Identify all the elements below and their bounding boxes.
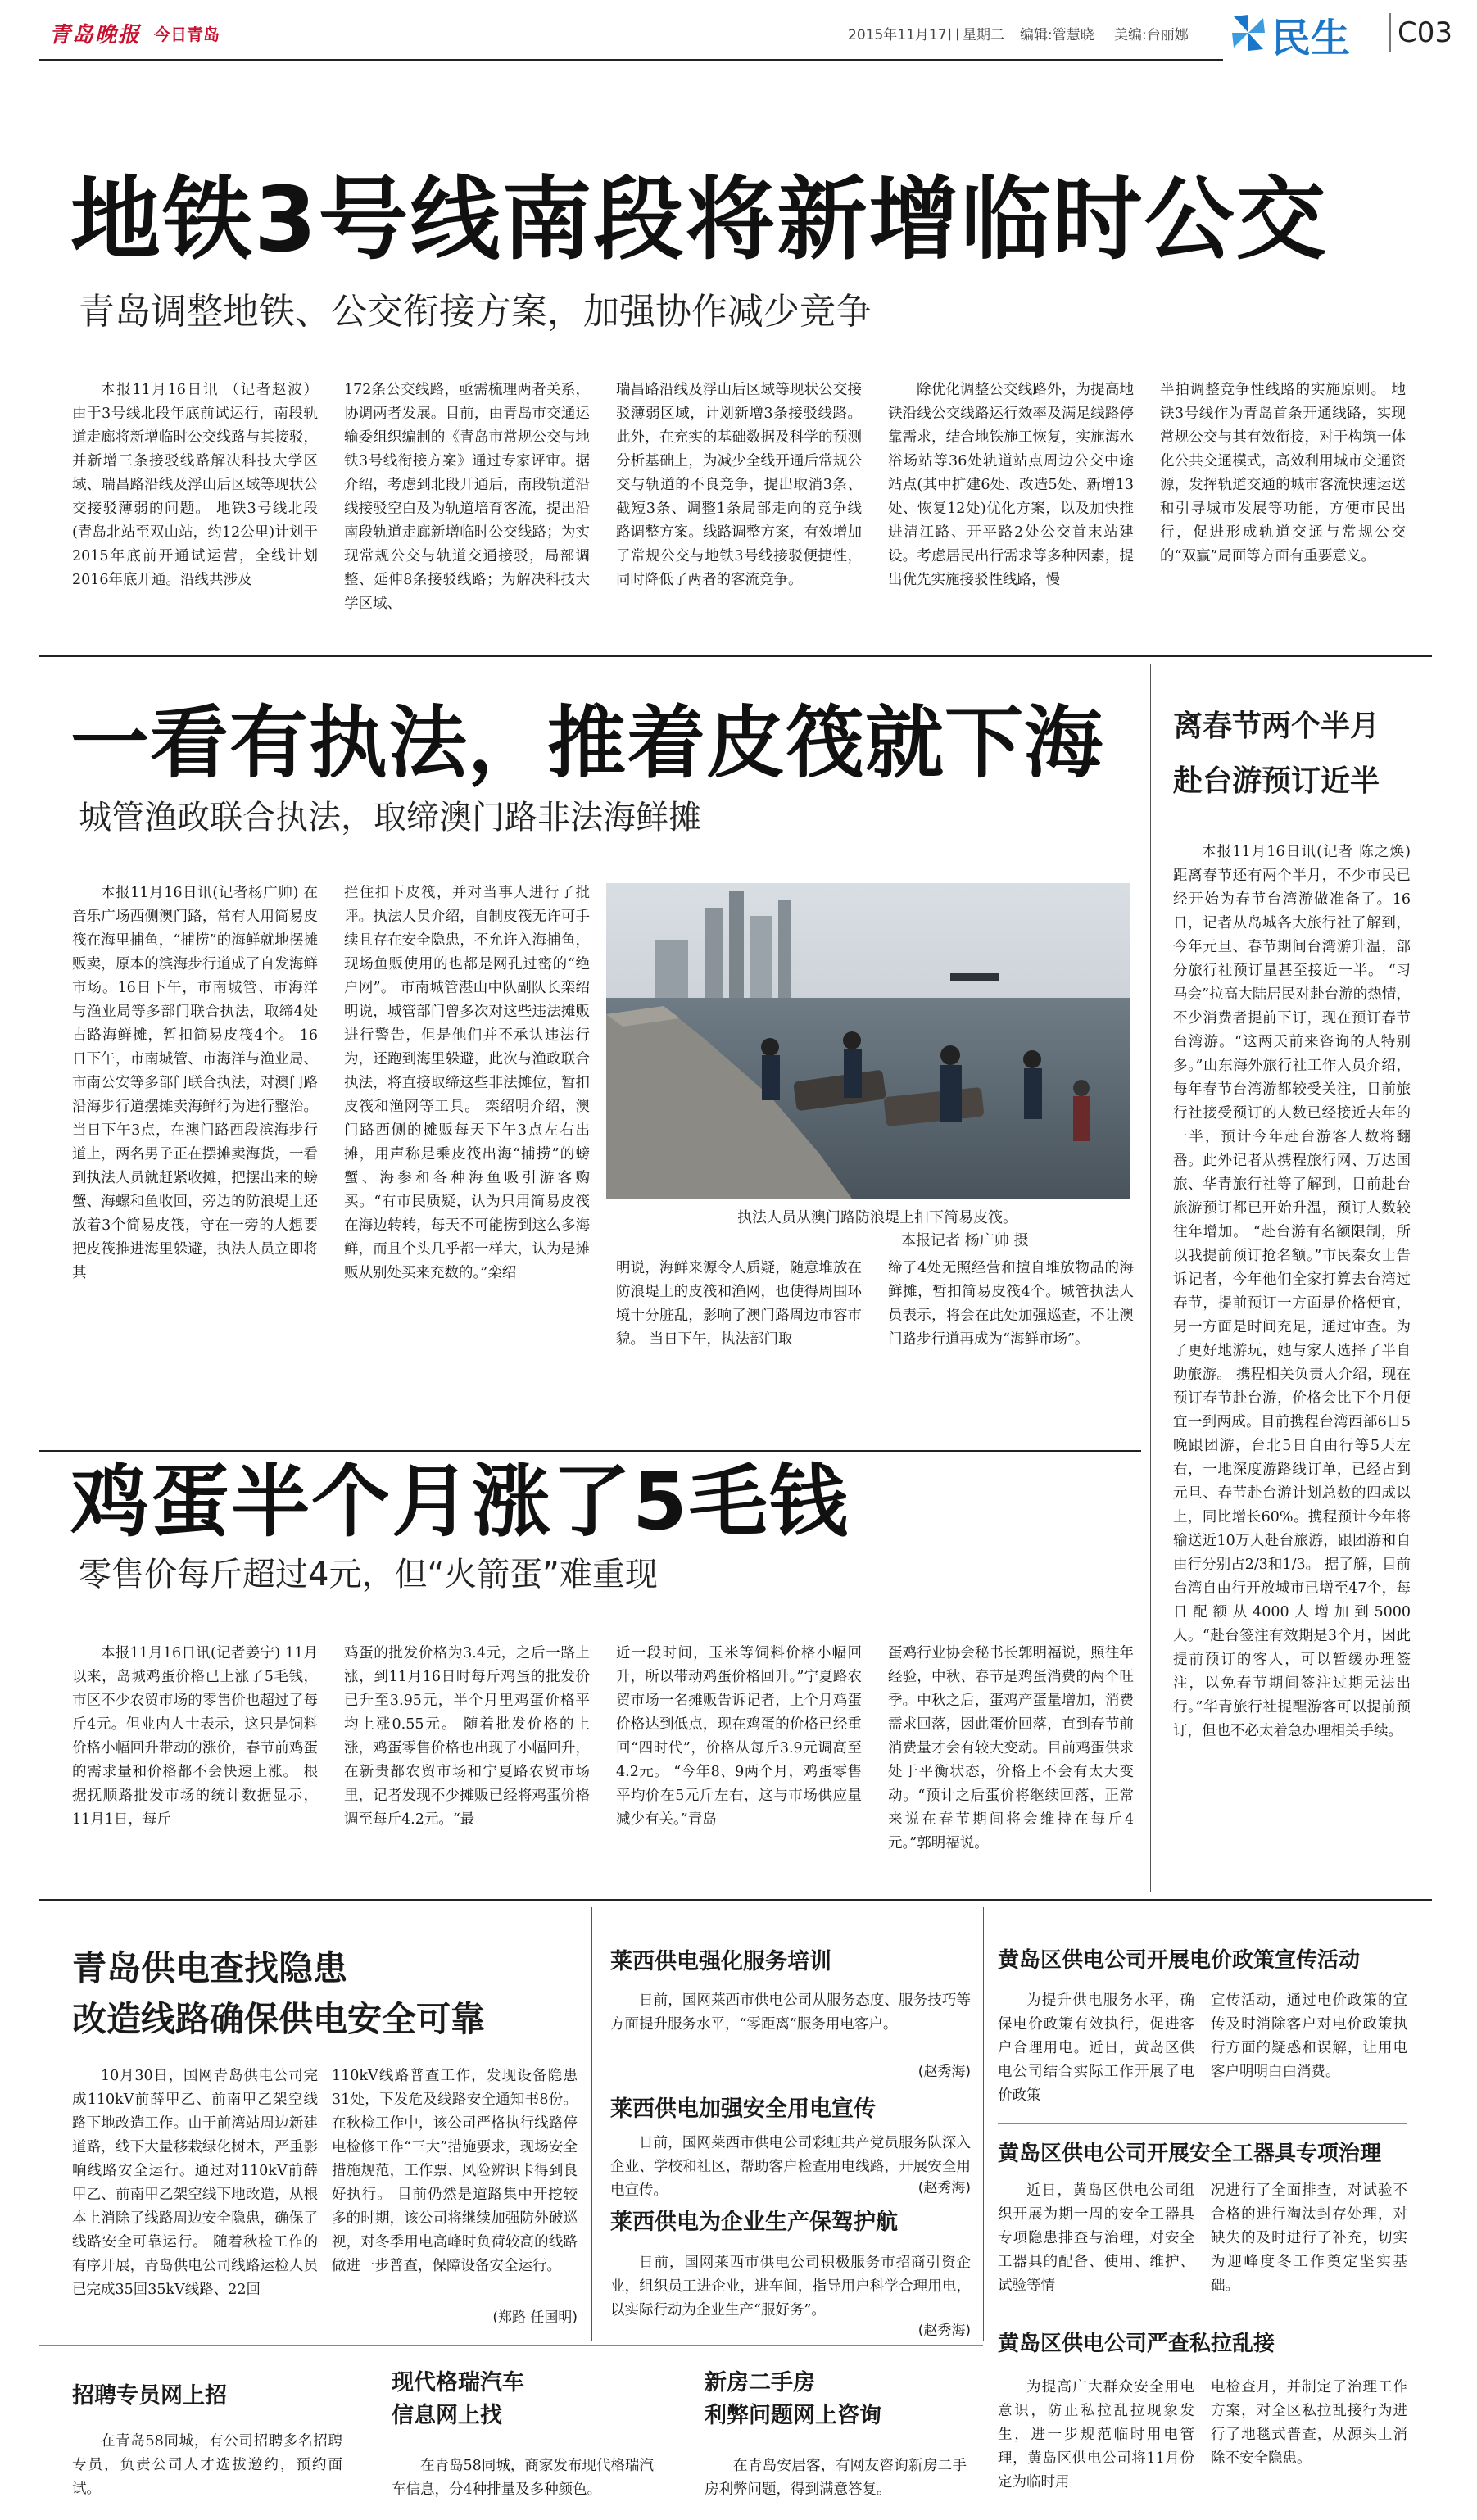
brief3-text: 在青岛安居客，有网友咨询新房二手房利弊问题，得到满意答复。 — [705, 2458, 967, 2498]
hd3-col-2: 电检查月，并制定了治理工作方案，对全区私拉乱接行为进行了地毯式普查，从源头上消除不安全隐患。 — [1211, 2379, 1407, 2467]
story2-photo — [606, 883, 1130, 1199]
story2-deck: 城管渔政联合执法，取缔澳门路非法海鲜摊 — [79, 799, 701, 836]
story2-bottom-rule — [39, 1450, 1141, 1452]
story2-col-1: 本报11月16日讯(记者杨广帅) 在音乐广场西侧澳门路，常有人用简易皮筏在海里捕鱼，“捕捞”的海鲜就地摆摊贩卖，原本的滨海步行道成了自发海鲜市场。16日下午，市南城管、市海洋与渔业局等多部门联合执法，取缔4处占路海鲜摊，暂扣简易皮筏4个。 16日下午，市南城管、市海洋与渔业局、市南公安等多部门联合执法，对澳门路沿海步行道摆摊卖海鲜行为进行整治。当日下午3点，在澳门路西段滨海步行道上，两名男子正在摆摊卖海货，一看到执法人员就赶紧收摊，把摆出来的螃蟹、海螺和鱼收回，旁边的防浪堤上还放着3个简易皮筏，守在一旁的人想要把皮筏推进海里躲避，执法人员立即将其 — [72, 885, 318, 1281]
laixi1-title: 莱西供电强化服务培训 — [610, 1949, 831, 1974]
hd-rule-1 — [998, 2123, 1407, 2124]
story1-col-3: 瑞昌路沿线及浮山后区域等现状公交接驳薄弱区域，计划新增3条接驳线路。此外，在充实的基础数据及科学的预测分析基础上，为减少全线开通后常规公交与轨道的不良竞争，提出取消3条、截短3条、调整1条局部走向的竞争线路调整方案。线路调整方案，有效增加了常规公交与地铁3号线接驳便捷性，同时降低了两者的客流竞争。 — [616, 382, 862, 588]
power-title-line1: 青岛供电查找隐患 — [72, 1948, 348, 1988]
story1-col-1: 本报11月16日讯 （记者赵波） 由于3号线北段年底前试运行，南段轨道走廊将新增临时公交线路与其接驳，并新增三条接驳线路解决科技大学区域、瑞昌路沿线及浮山后区域等现状公交接驳薄弱的问题。 地铁3号线北段(青岛北站至双山站，约12公里)计划于2015年底前开通试运营，全线计划2016年底开通。沿线共涉及 — [72, 382, 318, 588]
hd1-col-2: 宣传活动，通过电价政策的宣传及时消除客户对电价政策执行方面的疑惑和误解，让用电客户明明白白消费。 — [1211, 1992, 1407, 2080]
masthead-rule — [39, 59, 1223, 61]
power-col-1: 10月30日，国网青岛供电公司完成110kV前薛甲乙、前南甲乙架空线路下地改造工作。由于前湾站周边新建道路，线下大量移栽绿化树木，严重影响线路安全运行。通过对110kV前薛甲乙、前南甲乙架空线下地改造，从根本上消除了线路周边安全隐患，确保了线路安全可靠运行。 随着秋检工作的有序开展，青岛供电公司线路运检人员已完成35回35kV线路、22回 — [72, 2068, 318, 2298]
hd1-title: 黄岛区供电公司开展电价政策宣传活动 — [998, 1948, 1361, 1973]
laixi1-credit: (赵秀海) — [917, 2064, 971, 2080]
masthead-divider — [1389, 13, 1391, 52]
story2-col-2: 拦住扣下皮筏，并对当事人进行了批评。执法人员介绍，自制皮筏无许可手续且存在安全隐患，不允许入海捕鱼，现场鱼贩使用的也都是网孔过密的“绝户网”。 市南城管湛山中队副队长栾绍明说，城管部门曾多次对这些违法摊贩进行警告，但是他们并不承认违法行为，还跑到海里躲避，此次与渔政联合执法，将直接取缔这些非法摊位，暂扣皮筏和渔网等工具。 栾绍明介绍，澳门路西侧的摊贩每天下午3点左右出摊，用声称是乘皮筏出海“捕捞”的螃蟹、海参和各种海鱼吸引游客购买。“有市民质疑，认为只用简易皮筏在海边转转，每天不可能捞到这么多海鲜，而且个头几乎都一样大，认为是摊贩从别处买来充数的。”栾绍 — [344, 885, 590, 1281]
brief1-text: 在青岛58同城，有公司招聘多名招聘专员，负责公司人才选拔邀约，预约面试。 — [72, 2433, 342, 2497]
power-col-2: 110kV线路普查工作，发现设备隐患31处，下发危及线路安全通知书8份。在秋检工作中，该公司严格执行线路停电检修工作“三大”措施要求，现场安全措施规范，工作票、风险辨识卡得到良好执行。 目前仍然是道路集中开挖较多的时期，该公司将继续加强防外破巡视，对冬季用电高峰时负荷较高的线路做进一步普查，保障设备安全运行。 — [332, 2068, 578, 2274]
editor-credit: 编辑:管慧晓 — [1020, 27, 1094, 43]
section-name: 今日青岛 — [154, 25, 220, 44]
masthead — [0, 0, 1477, 66]
bottom-divider-2 — [983, 1907, 984, 2341]
story3-col-1: 本报11月16日讯(记者姜宁) 11月以来，岛城鸡蛋价格已上涨了5毛钱，市区不少农贸市场的零售价也超过了每斤4元。但业内人士表示，这只是饲料价格小幅回升带动的涨价，春节前鸡蛋的需求量和价格都不会快速上涨。 根据抚顺路批发市场的统计数据显示，11月1日，每斤 — [72, 1645, 318, 1828]
power-title-line2: 改造线路确保供电安全可靠 — [72, 1999, 486, 2039]
laixi2-credit: (赵秀海) — [917, 2180, 971, 2196]
brief2-title-line2: 信息网上找 — [392, 2403, 502, 2428]
page-number: C03 — [1398, 16, 1453, 49]
issue-date: 2015年11月17日 — [848, 27, 961, 43]
issue-weekday: 星期二 — [963, 27, 1004, 43]
pinwheel-icon — [1229, 11, 1268, 54]
laixi3-text: 日前，国网莱西市供电公司积极服务市招商引资企业，组织员工进企业，进车间，指导用户科学合理用电，以实际行动为企业生产“服好务”。 — [610, 2255, 971, 2318]
brief1-title-line1: 招聘专员网上招 — [72, 2383, 227, 2409]
hd2-col-2: 况进行了全面排查，对试验不合格的进行淘汰封存处理，对缺失的及时进行了补充，切实为迎峰度冬工作奠定坚实基础。 — [1211, 2182, 1407, 2294]
laixi2-text: 日前，国网莱西市供电公司彩虹共产党员服务队深入企业、学校和社区，帮助客户检查用电线路，开展安全用电宣传。 — [610, 2135, 971, 2199]
brief3-title-line2: 利弊问题网上咨询 — [705, 2403, 881, 2428]
story3-col-4: 蛋鸡行业协会秘书长郭明福说，照往年经验，中秋、春节是鸡蛋消费的两个旺季。中秋之后，蛋鸡产蛋量增加，消费需求回落，因此蛋价回落，直到春节前消费量才会有较大变动。目前鸡蛋供求处于平衡状态，价格上不会有太大变动。“预计之后蛋价将继续回落，正常来说在春节期间将会维持在每斤4元。”郭明福说。 — [888, 1645, 1134, 1851]
hd2-col-1: 近日，黄岛区供电公司组织开展为期一周的安全工器具专项隐患排查与治理，对安全工器具的配备、使用、维护、试验等情 — [998, 2182, 1194, 2294]
sidebar-divider — [1150, 664, 1151, 1892]
hd3-col-1: 为提高广大群众安全用电意识，防止私拉乱拉现象发生，进一步规范临时用电管理，黄岛区供电公司将11月份定为临时用 — [998, 2379, 1194, 2491]
laixi3-credit: (赵秀海) — [917, 2323, 971, 2339]
story3-headline: 鸡蛋半个月涨了5毛钱 — [70, 1456, 850, 1548]
story1-deck: 青岛调整地铁、公交衔接方案，加强协作减少竞争 — [79, 291, 872, 333]
channel-name: 民生 — [1271, 16, 1351, 61]
story2-col-4: 缔了4处无照经营和擅自堆放物品的海鲜摊，暂扣简易皮筏4个。城管执法人员表示，将会在此处加强巡查，不让澳门路步行道再成为“海鲜市场”。 — [888, 1260, 1134, 1348]
story3-col-3: 近一段时间，玉米等饲料价格小幅回升，所以带动鸡蛋价格回升。”宁夏路农贸市场一名摊贩告诉记者，上个月鸡蛋价格达到低点，现在鸡蛋的价格已经重回“四时代”，价格从每斤3.9元调高至4.2元。 “今年8、9两个月，鸡蛋零售平均价在5元斤左右，这与市场供应量减少有关。”青岛 — [616, 1645, 862, 1828]
sidebar-headline-line2: 赴台游预订近半 — [1173, 764, 1380, 798]
laixi3-title: 莱西供电为企业生产保驾护航 — [610, 2210, 898, 2235]
briefs-rule — [39, 2345, 983, 2346]
story3-col-2: 鸡蛋的批发价格为3.4元，之后一路上涨，到11月16日时每斤鸡蛋的批发价已升至3.95元，半个月里鸡蛋价格平均上涨0.55元。 随着批发价格的上涨，鸡蛋零售价格也出现了小幅回升，在新贵都农贸市场和宁夏路农贸市场里，记者发现不少摊贩已经将鸡蛋价格调至每斤4.2元。“最 — [344, 1645, 590, 1828]
brief3-title-line1: 新房二手房 — [705, 2370, 815, 2395]
paper-logo: 青岛晚报 — [49, 23, 142, 48]
story1-bottom-rule — [39, 655, 1432, 657]
story1-col-5: 半拍调整竞争性线路的实施原则。 地铁3号线作为青岛首条开通线路，实现常规公交与其有效衔接，对于构筑一体化公共交通模式，高效利用城市交通资源，发挥轨道交通的城市客流快速运送和引导城市发展等功能，方便市民出行，促进形成轨道交通与常规公交的“双赢”局面等方面有重要意义。 — [1160, 382, 1406, 564]
story3-deck: 零售价每斤超过4元，但“火箭蛋”难重现 — [79, 1556, 658, 1593]
bottom-section-rule — [39, 1899, 1432, 1901]
story2-photo-caption: 执法人员从澳门路防浪堤上扣下简易皮筏。 — [737, 1209, 1017, 1226]
story1-headline: 地铁3号线南段将新增临时公交 — [70, 167, 1328, 272]
brief2-title-line1: 现代格瑞汽车 — [392, 2370, 524, 2395]
laixi1-text: 日前，国网莱西市供电公司从服务态度、服务技巧等方面提升服务水平，“零距离”服务用电客户。 — [610, 1992, 971, 2033]
laixi2-title: 莱西供电加强安全用电宣传 — [610, 2096, 876, 2122]
story1-col-2: 172条公交线路，亟需梳理两者关系，协调两者发展。目前，由青岛市交通运输委组织编制的《青岛市常规公交与地铁3号线衔接方案》通过专家评审。据介绍，考虑到北段开通后，南段轨道沿线接驳空白及为轨道培育客流，提出沿南段轨道走廊新增临时公交线路；为实现常规公交与轨道交通接驳，局部调整、延伸8条接驳线路；为解决科技大学区域、 — [344, 382, 590, 612]
brief2-text: 在青岛58同城，商家发布现代格瑞汽车信息，分4种排量及多种颜色。 — [392, 2458, 654, 2498]
sidebar-headline-line1: 离春节两个半月 — [1173, 709, 1380, 743]
hd1-col-1: 为提升供电服务水平，确保电价政策有效执行，促进客户合理用电。近日，黄岛区供电公司结合实际工作开展了电价政策 — [998, 1992, 1194, 2104]
story2-headline: 一看有执法，推着皮筏就下海 — [70, 697, 1103, 789]
bottom-divider-1 — [591, 1907, 592, 2341]
designer-credit: 美编:台丽娜 — [1114, 27, 1189, 43]
story2-photo-credit: 本报记者 杨广帅 摄 — [901, 1232, 1029, 1249]
hd2-title: 黄岛区供电公司开展安全工器具专项治理 — [998, 2142, 1382, 2166]
power-credit: (郑路 任国明) — [492, 2309, 578, 2326]
story1-col-4: 除优化调整公交线路外，为提高地铁沿线公交线路运行效率及满足线路停靠需求，结合地铁施工恢复，实施海水浴场站等36处轨道站点周边公交中途站点(其中扩建6处、改造5处、新增13处、恢复12处)优化方案，以及加快推进清江路、开平路2处公交首末站建设。考虑居民出行需求等多种因素，提出优先实施接驳性线路，慢 — [888, 382, 1134, 588]
story2-col-3: 明说，海鲜来源令人质疑，随意堆放在防浪堤上的皮筏和渔网，也使得周围环境十分脏乱，影响了澳门路周边市容市貌。 当日下午，执法部门取 — [616, 1260, 862, 1348]
sidebar-column: 本报11月16日讯(记者 陈之焕) 距离春节还有两个半月，不少市民已经开始为春节台湾游做准备了。16日，记者从岛城各大旅行社了解到，今年元旦、春节期间台湾游升温，部分旅行社预订量甚至接近一半。 “习马会”拉高大陆居民对赴台游的热情，不少消费者提前下订，现在预订春节台湾游。“这两天前来咨询的人特别多。”山东海外旅行社工作人员介绍，每年春节台湾游都较受关注，目前旅行社接受预订的人数已经接近去年的一半，预计今年赴台游客人数将翻番。此外记者从携程旅行网、万达国旅、华青旅行社等了解到，目前赴台旅游预订都已开始升温，预订人数较往年增加。 “赴台游有名额限制，所以我提前预订抢名额。”市民秦女士告诉记者，今年他们全家打算去台湾过春节，提前预订一方面是价格便宜，另一方面是时间充足，通过审查。为了更好地游玩，她与家人选择了半自助旅游。 携程相关负责人介绍，现在预订春节赴台游，价格会比下个月便宜一到两成。目前携程台湾西部6日5晚跟团游，台北5日自由行等5天左右，一地深度游路线订单，已经占到元旦、春节赴台游计划总数的四成以上，同比增长60%。携程预计今年将输送近10万人赴台旅游，跟团游和自由行分别占2/3和1/3。 据了解，目前台湾自由行开放城市已增至47个，每日配额从4000人增加到5000人。“赴台签注有效期是3个月，因此提前预订的客人，可以暂缓办理签注，以免春节期间签注过期无法出行。”华青旅行社提醒游客可以提前预订，但也不必太着急办理相关手续。 — [1173, 844, 1411, 1739]
hd3-title: 黄岛区供电公司严查私拉乱接 — [998, 2332, 1275, 2356]
